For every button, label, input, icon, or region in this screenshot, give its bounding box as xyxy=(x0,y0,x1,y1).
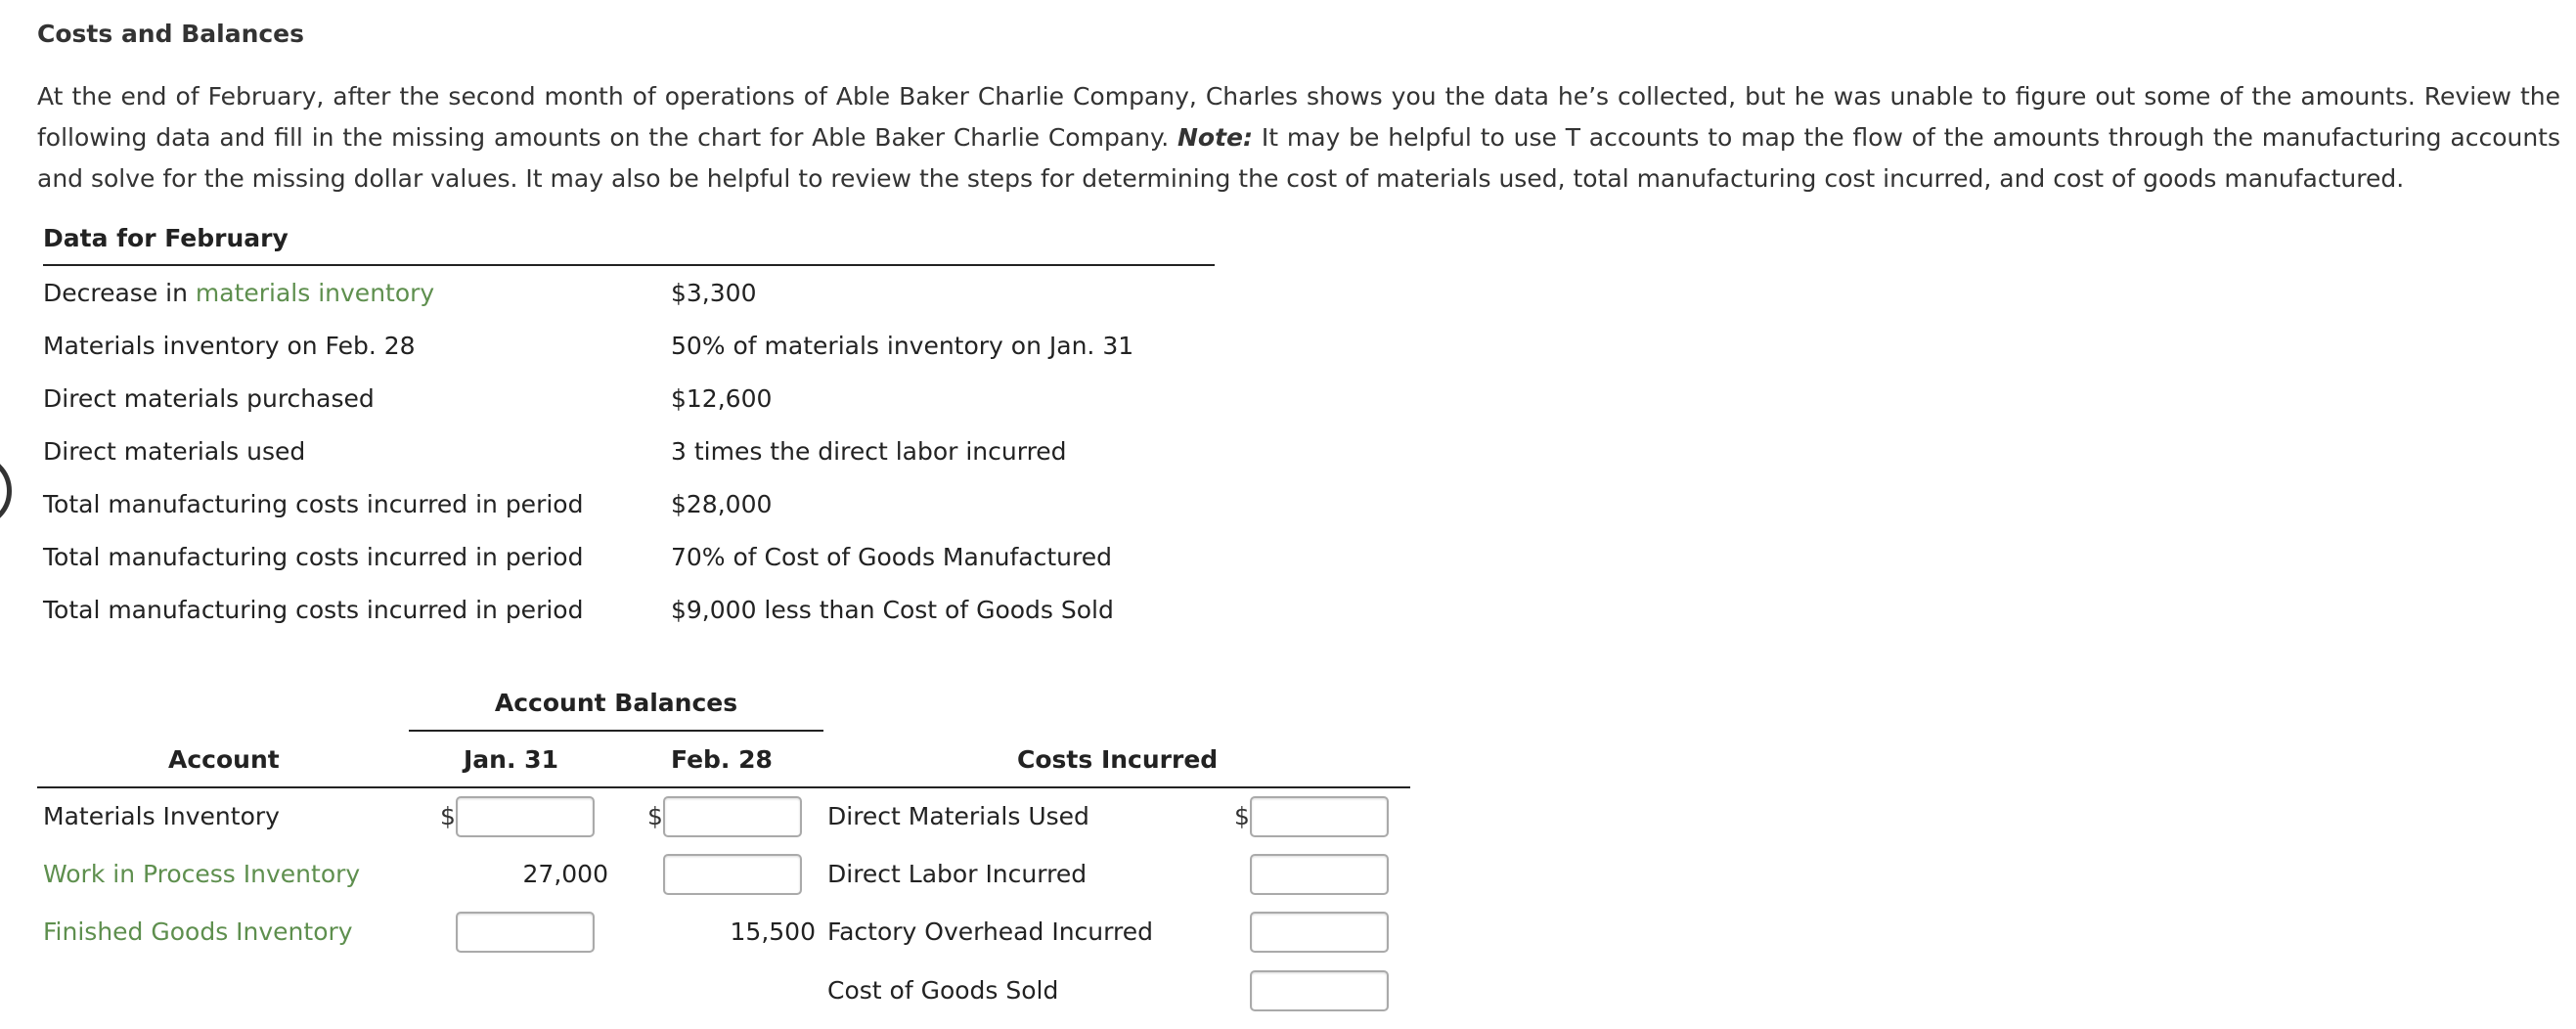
materials-feb28-input[interactable] xyxy=(663,796,802,837)
page-title: Costs and Balances xyxy=(37,20,305,48)
cost-name: Factory Overhead Incurred xyxy=(827,917,1153,946)
col-header-account: Account xyxy=(168,745,280,774)
february-data-table xyxy=(43,221,1215,636)
balance-row-finished-goods xyxy=(0,908,1447,957)
work-in-process-link[interactable]: Work in Process Inventory xyxy=(43,860,361,888)
finished-goods-link[interactable]: Finished Goods Inventory xyxy=(43,917,353,946)
data-row xyxy=(43,266,1215,319)
cost-name: Direct Materials Used xyxy=(827,802,1089,830)
finished-goods-jan31-input[interactable] xyxy=(456,912,595,953)
direct-labor-incurred-input[interactable] xyxy=(1250,854,1389,895)
data-row-value: $28,000 xyxy=(671,489,773,518)
wip-feb28-input[interactable] xyxy=(663,854,802,895)
account-balances-header: Account Balances xyxy=(409,689,823,732)
balance-row-materials xyxy=(0,792,1447,841)
data-row-label: Total manufacturing costs incurred in period xyxy=(43,489,584,518)
data-row-value: $3,300 xyxy=(671,278,757,307)
finished-goods-feb28-value: 15,500 xyxy=(730,917,816,946)
balances-column-headers xyxy=(37,741,1410,788)
data-row-label: Materials inventory on Feb. 28 xyxy=(43,331,416,360)
note-label: Note: xyxy=(1177,123,1254,152)
intro-part2: It may be helpful to use T accounts to map the flow of the amounts through the manufacturing accounts and solve for the missing dollar values. It may also be helpful to review the steps for determining the cost of materials used, total manufacturing cost incurred, and cost of goods manufactured. xyxy=(37,123,2560,193)
data-row-label: Total manufacturing costs incurred in period xyxy=(43,542,584,571)
col-header-costs-incurred: Costs Incurred xyxy=(1017,745,1219,774)
data-row-label xyxy=(43,279,671,307)
data-row xyxy=(43,530,1215,583)
col-header-jan31: Jan. 31 xyxy=(464,745,558,774)
cost-name: Direct Labor Incurred xyxy=(827,860,1088,888)
data-row-value: $9,000 less than Cost of Goods Sold xyxy=(671,595,1114,624)
data-row-label-prefix: Decrease in xyxy=(43,278,196,307)
materials-jan31-input[interactable] xyxy=(456,796,595,837)
data-row xyxy=(43,583,1215,636)
wip-jan31-value: 27,000 xyxy=(522,860,608,888)
data-row-label: Total manufacturing costs incurred in period xyxy=(43,595,584,624)
currency-sign: $ xyxy=(647,802,663,830)
data-row-value: 3 times the direct labor incurred xyxy=(671,436,1067,466)
data-row-value: 70% of Cost of Goods Manufactured xyxy=(671,542,1113,571)
data-row xyxy=(43,425,1215,477)
balance-row-cogs xyxy=(0,966,1447,1015)
edge-circle-icon xyxy=(0,454,12,528)
data-row xyxy=(43,319,1215,372)
materials-inventory-link[interactable]: materials inventory xyxy=(195,278,435,307)
cost-of-goods-sold-input[interactable] xyxy=(1250,970,1389,1011)
instructions-paragraph xyxy=(37,76,2560,200)
data-row xyxy=(43,372,1215,425)
currency-sign: $ xyxy=(440,802,456,830)
cost-name: Cost of Goods Sold xyxy=(827,976,1059,1005)
data-row xyxy=(43,477,1215,530)
col-header-feb28: Feb. 28 xyxy=(671,745,773,774)
intro-part1: At the end of February, after the second month of operations of Able Baker Charlie Company, Charles shows you the data he’s collected, but he was unable to figure out some of the amounts. Review the following data and fill in the missing amounts on the chart for Able Baker Charlie Company. xyxy=(37,82,2560,152)
data-row-label: Direct materials purchased xyxy=(43,383,375,413)
direct-materials-used-input[interactable] xyxy=(1250,796,1389,837)
factory-overhead-incurred-input[interactable] xyxy=(1250,912,1389,953)
data-row-value: $12,600 xyxy=(671,383,773,413)
data-row-label: Direct materials used xyxy=(43,436,306,466)
data-table-header: Data for February xyxy=(43,221,1215,266)
data-row-value: 50% of materials inventory on Jan. 31 xyxy=(671,331,1134,360)
account-name: Materials Inventory xyxy=(43,802,280,830)
balance-row-wip xyxy=(0,850,1447,899)
currency-sign: $ xyxy=(1234,802,1250,830)
